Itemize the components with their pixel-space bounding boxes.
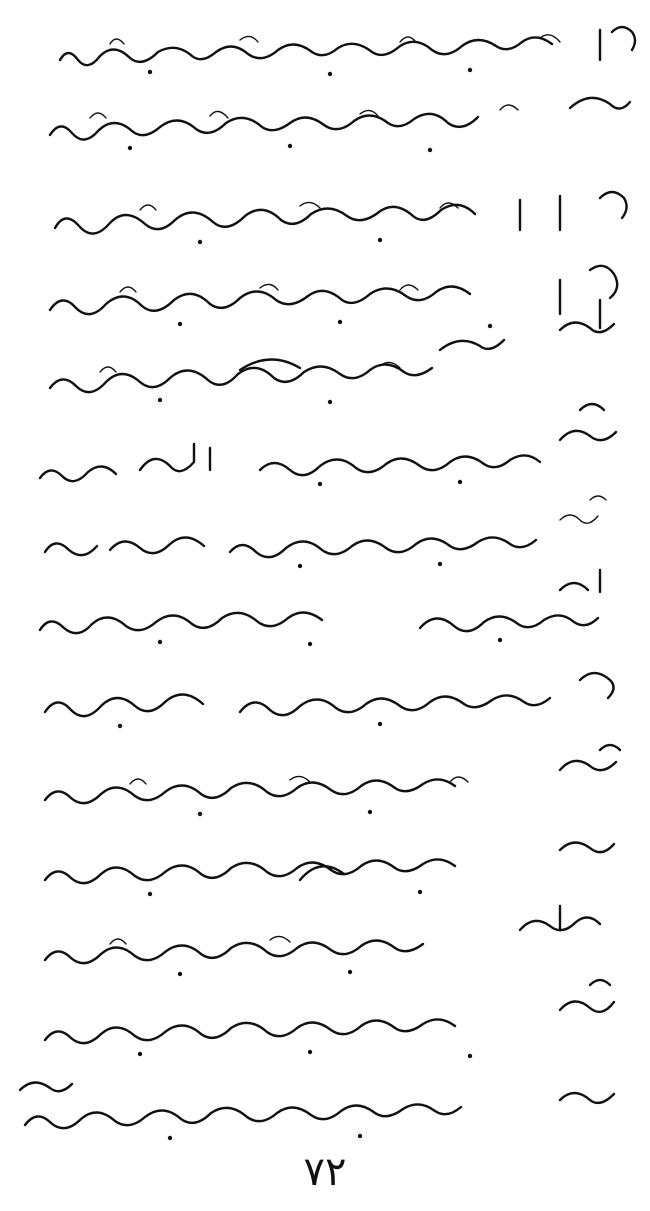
handwritten-line-10 [45,745,620,816]
handwritten-line-7 [45,496,606,568]
handwritten-line-6 [40,404,616,486]
page-number: ٧٢ [303,1149,347,1195]
handwritten-line-8 [40,570,600,646]
handwritten-line-11 [45,842,614,896]
handwritten-line-12 [45,906,600,976]
handwritten-line-13 [45,980,614,1058]
handwritten-line-4 [50,266,617,328]
handwritten-line-1 [60,27,635,76]
handwritten-line-2 [50,98,630,152]
handwritten-line-14 [20,1082,614,1140]
handwritten-line-5 [50,300,614,404]
handwritten-line-3 [55,192,627,244]
handwritten-line-9 [45,673,614,728]
